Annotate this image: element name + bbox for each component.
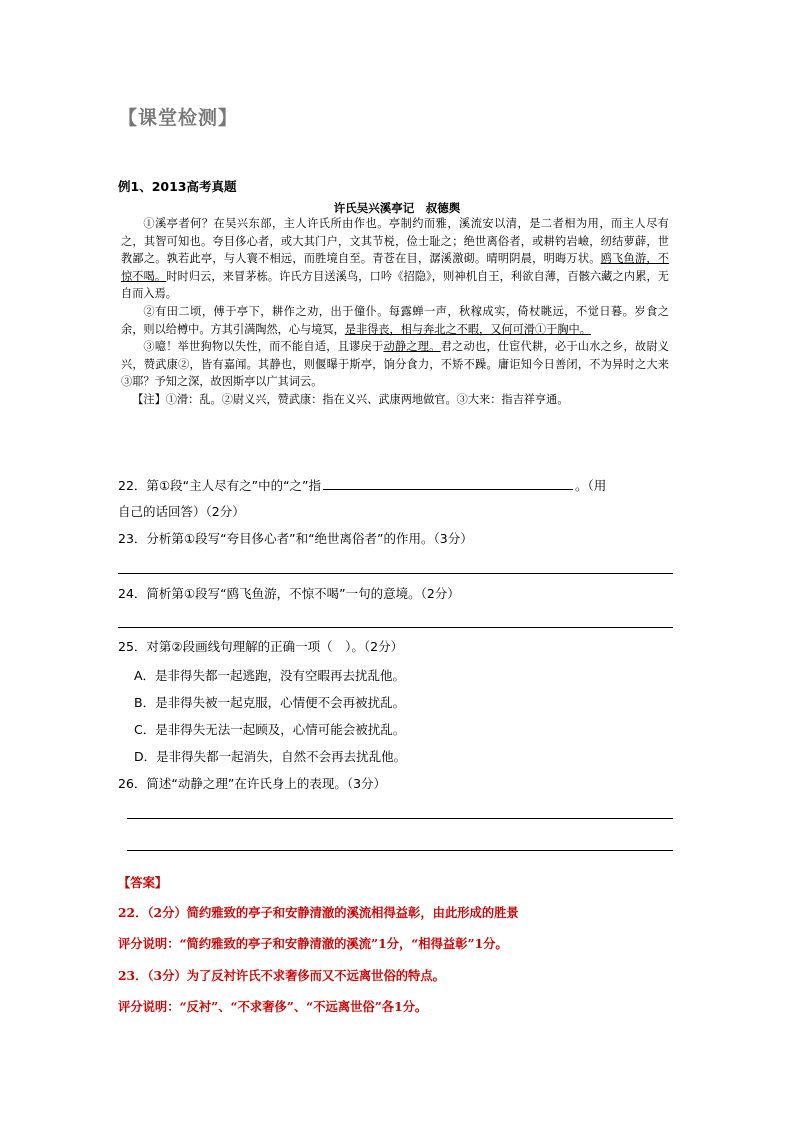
question-22-text: 22．第①段“主人尽有之”中的“之”指 — [118, 478, 322, 493]
answer-23: 23．（3分）为了反衬许氏不求奢侈而又不远离世俗的特点。 — [118, 968, 445, 983]
question-22 — [118, 476, 606, 495]
p1-text-b: 时时归云，来冒茅栋。许氏方目送溪鸟，口吟《招隐》，则神机自王，利欲自薄，百骸六藏之内累，无自而入焉。 — [121, 269, 669, 301]
p2-underlined: 是非得丧，相与奔北之不暇，又何可滑①于胸中。 — [344, 322, 591, 336]
question-22-cont: 自己的话回答）（2分） — [118, 504, 245, 519]
option-d[interactable]: D．是非得失都一起消失，自然不会再去扰乱他。 — [134, 749, 407, 764]
question-24: 24．简析第①段写“鸥飞鱼游，不惊不喝”一句的意境。（2分） — [118, 586, 460, 601]
section-title: 【课堂检测】 — [118, 107, 239, 129]
answer-line-26-1[interactable] — [127, 818, 673, 819]
passage-note: 【注】①滑：乱。②尉义兴，赞武康：指在义兴、武康两地做官。③大来：指吉祥亨通。 — [132, 392, 569, 406]
example-title: 例1、2013高考真题 — [118, 179, 237, 194]
answer-22: 22．（2分）简约雅致的亭子和安静清澈的溪流相得益彰，由此形成的胜景 — [118, 905, 519, 920]
question-23: 23．分析第①段写“夸目侈心者”和“绝世离俗者”的作用。（3分） — [118, 531, 473, 546]
passage-paragraph-2 — [121, 303, 669, 338]
question-25: 25．对第②段画线句理解的正确一项（ ）。（2分） — [118, 639, 404, 654]
passage — [121, 215, 669, 409]
option-c[interactable]: C．是非得失无法一起顾及，心情可能会被扰乱。 — [134, 722, 406, 737]
passage-paragraph-1 — [121, 215, 669, 303]
answers-title: 【答案】 — [118, 875, 168, 890]
answer-23-scoring: 评分说明：“反衬”、“不求奢侈”、“不远离世俗”各1分。 — [118, 999, 428, 1014]
option-b[interactable]: B．是非得失被一起克服，心情便不会再被扰乱。 — [134, 695, 406, 710]
passage-paragraph-3 — [121, 338, 669, 391]
answer-line-26-2[interactable] — [127, 850, 673, 851]
p3-underlined: 动静之理。 — [383, 340, 441, 354]
answer-22-scoring: 评分说明：“简约雅致的亭子和安静清澈的溪流”1分，“相得益彰”1分。 — [118, 936, 508, 951]
question-26: 26．简述“动静之理”在许氏身上的表现。（3分） — [118, 776, 387, 791]
p3-text-a: ③噫！举世狗物以失性，而不能自适，且谬戾于 — [143, 340, 384, 354]
answer-line-24[interactable] — [118, 627, 673, 628]
option-a[interactable]: A．是非得失都一起逃跑，没有空暇再去扰乱他。 — [134, 668, 406, 683]
p1-underlined: 鸥飞鱼游，不惊不喝。 — [121, 252, 669, 283]
p3-text-b: 君之动也，仕宦代耕，必于山水之乡，故尉义兴，赞武康②，皆有嘉闻。其静也，则偃曝于斯亭，饷分食力，不矫不躁。庸讵知今日善闭，不为异时之大来③耶？予知之深，故因斯亭以广其词云。 — [121, 340, 669, 389]
question-22-suffix: 。（用 — [575, 478, 607, 493]
answer-line-23[interactable] — [118, 573, 673, 574]
answer-blank-22[interactable] — [323, 476, 573, 490]
p2-text-a: ②有田二顷，傅于亭下，耕作之劝，出于僮仆。每露蝉一声，秋稼成实，倚杖眺远，不觉日暮。岁食之余，则以给樽中。方其引满陶然，心与境冥， — [121, 304, 669, 336]
p1-text-a: ①溪亭者何？在吴兴东部，主人许氏所由作也。亭制约而雅，溪流安以清，是二者相为用，而主人尽有之，其智可知也。夸目侈心者，或大其门户，文其节棁，俭士耻之；绝世离俗者，或耕钓岩嶮，纫结萝薜，世教鄙之。孰若此亭，与人寰不相远，而胜境自至。青苍在目，潺溪激砌。晴明阴晨，明晦万状。 — [121, 217, 669, 266]
passage-title: 许氏吴兴溪亭记 叔德舆 — [333, 201, 461, 215]
